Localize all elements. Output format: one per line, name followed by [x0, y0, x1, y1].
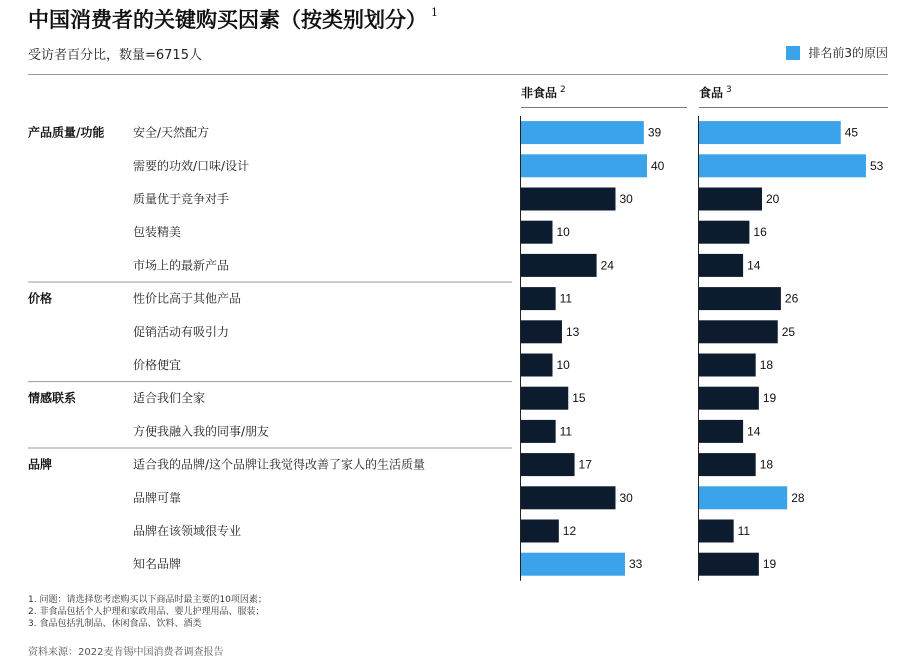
bar-nonfood: [521, 453, 575, 476]
group-label: 品牌: [28, 457, 53, 472]
bar-food: [699, 354, 756, 377]
bar-food: [699, 486, 787, 509]
factor-label: 促销活动有吸引力: [133, 324, 230, 339]
factor-label: 方便我融入我的同事/朋友: [133, 424, 270, 439]
value-label-nonfood: 11: [559, 291, 573, 306]
value-label-food: 19: [762, 557, 777, 572]
group-label: 产品质量/功能: [28, 125, 105, 140]
value-label-food: 45: [844, 125, 859, 140]
factor-label: 适合我的品牌/这个品牌让我觉得改善了家人的生活质量: [133, 457, 426, 472]
bar-food: [699, 121, 841, 144]
bar-nonfood: [521, 553, 625, 576]
bar-nonfood: [521, 486, 616, 509]
factor-label: 性价比高于其他产品: [133, 291, 242, 306]
factor-label: 需要的功效/口味/设计: [133, 158, 250, 173]
factor-label: 安全/天然配方: [133, 125, 210, 140]
bar-food: [699, 154, 866, 177]
value-label-food: 20: [766, 192, 780, 206]
chart-subtitle: 受访者百分比，数量=6715人: [28, 48, 202, 63]
value-label-nonfood: 33: [628, 557, 643, 572]
value-label-food: 18: [759, 457, 774, 472]
value-label-food: 26: [784, 291, 799, 306]
value-label-food: 14: [747, 258, 761, 273]
footnote-1: 1. 问题：请选择您考虑购买以下商品时最主要的10项因素；: [28, 595, 267, 605]
value-label-food: 53: [869, 158, 884, 173]
value-label-nonfood: 11: [559, 424, 573, 439]
bar-nonfood: [521, 320, 562, 343]
bar-food: [699, 221, 749, 244]
column-header-nonfood-note: 2: [560, 85, 566, 95]
bar-nonfood: [521, 287, 556, 310]
group-label: 情感联系: [28, 391, 77, 406]
factor-label: 品牌可靠: [133, 490, 182, 505]
factor-label: 品牌在该领域很专业: [133, 524, 242, 538]
bar-nonfood: [521, 221, 553, 244]
bar-nonfood: [521, 188, 616, 211]
footnotes: [28, 594, 267, 630]
value-label-food: 11: [737, 524, 751, 538]
bar-nonfood: [521, 254, 597, 277]
bar-nonfood: [521, 420, 556, 443]
bar-nonfood: [521, 520, 559, 543]
footnote-2: 2. 非食品包括个人护理和家政用品、婴儿护理用品、服装；: [28, 607, 265, 617]
factor-label: 质量优于竞争对手: [133, 192, 230, 206]
bar-nonfood: [521, 121, 644, 144]
group-label: 价格: [28, 291, 53, 306]
factor-label: 知名品牌: [133, 557, 182, 572]
column-header-nonfood-label: 非食品: [521, 86, 558, 100]
column-header-food-note: 3: [726, 85, 732, 95]
bar-nonfood: [521, 154, 647, 177]
title-footnote-mark: 1: [431, 6, 438, 19]
bar-nonfood: [521, 387, 568, 410]
value-label-food: 28: [791, 490, 805, 505]
bar-nonfood: [521, 354, 553, 377]
value-label-food: 25: [781, 324, 796, 339]
value-label-nonfood: 12: [562, 524, 577, 538]
chart-title-text: 中国消费者的关键购买因素（按类别划分）: [28, 7, 427, 32]
value-label-nonfood: 17: [578, 457, 592, 472]
bar-food: [699, 420, 743, 443]
value-label-nonfood: 10: [556, 358, 570, 372]
factor-label: 包装精美: [133, 225, 182, 240]
value-label-nonfood: 39: [647, 125, 662, 140]
value-label-nonfood: 24: [600, 258, 614, 273]
value-label-food: 14: [747, 424, 761, 439]
bar-food: [699, 287, 781, 310]
column-header-food-label: 食品: [699, 86, 724, 100]
factor-label: 适合我们全家: [133, 391, 206, 406]
bar-food: [699, 520, 734, 543]
value-label-food: 18: [759, 358, 774, 372]
value-label-nonfood: 30: [619, 192, 633, 206]
bar-food: [699, 553, 759, 576]
bar-food: [699, 387, 759, 410]
factor-label: 价格便宜: [133, 358, 182, 372]
value-label-nonfood: 30: [619, 490, 633, 505]
value-label-nonfood: 15: [572, 391, 586, 406]
bar-food: [699, 453, 756, 476]
bar-food: [699, 254, 743, 277]
legend-label: 排名前3的原因: [808, 46, 888, 60]
bar-food: [699, 188, 762, 211]
value-label-food: 16: [753, 225, 767, 240]
value-label-nonfood: 13: [565, 324, 580, 339]
factor-label: 市场上的最新产品: [133, 258, 230, 273]
value-label-food: 19: [762, 391, 777, 406]
bar-food: [699, 320, 778, 343]
source-note: 资料来源：2022麦肯锡中国消费者调查报告: [28, 647, 224, 658]
footnote-3: 3. 食品包括乳制品、休闲食品、饮料、酒类: [28, 619, 202, 629]
value-label-nonfood: 40: [651, 158, 665, 173]
value-label-nonfood: 10: [556, 225, 570, 240]
